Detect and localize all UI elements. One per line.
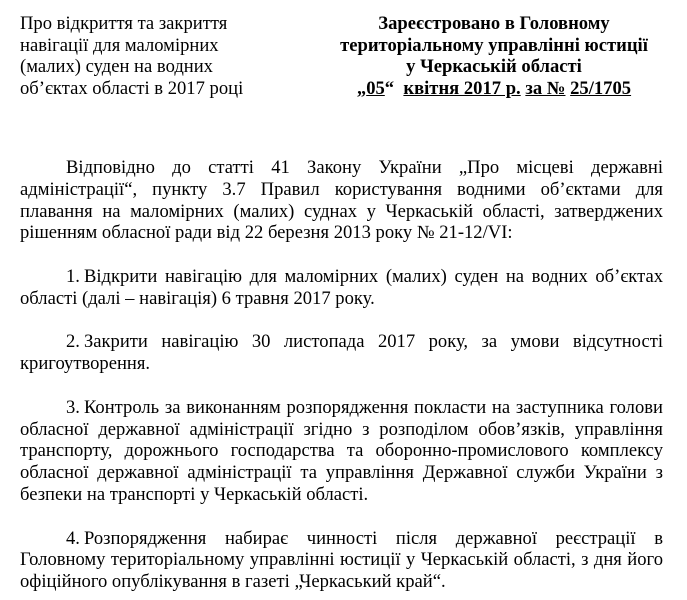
item-text: Відкрити навігацію для маломірних (малих) суден на водних об’єктах області (далі – навігація) 6 травня 2017 року. [20,265,663,309]
subject-line: навігації для маломірних [20,34,219,56]
list-item [20,266,663,310]
registration-day: 05 [366,77,385,99]
item-number: 1. [66,265,80,287]
subject-line: (малих) суден на водних [20,56,213,77]
item-number: 3. [66,396,80,418]
quote-close: “ [384,77,395,99]
document-body [20,157,663,593]
list-item [20,397,663,506]
subject-line: Про відкриття та закриття [20,13,228,34]
registration-month-year: квітня 2017 р. [403,77,521,99]
document-subject [20,13,280,99]
item-text: Контроль за виконанням розпорядження покласти на заступника голови обласної державної адміністрації згідно з розподілом обов’язків, управління транспорту, дорожнього господарства та оборонно-промислового комплексу обласної державної адміністрації та управління Державної служби України з безпеки на транспорті у Черкаській області. [20,396,663,505]
quote-open: „ [356,77,367,99]
registration-number-prefix: за № [525,77,566,99]
item-text: Розпорядження набирає чинності після державної реєстрації в Головному територіальному управлінні юстиції у Черкаській області, з дня його офіційного опублікування в газеті „Черкаський край“. [20,527,663,593]
registration-line: територіальному управлінні юстиції [340,34,648,56]
item-number: 2. [66,331,80,353]
intro-paragraph: Відповідно до статті 41 Закону України „Про місцеві державні адміністрації“, пункту 3.7 Правил користування водними об’єктами для плавання на маломірних (малих) суднах у Черкаській області, затверджених рішенням обласної ради від 22 березня 2013 року № 21-12/VI: [20,157,663,244]
registration-line: у Черкаській області [406,56,582,77]
registration-date-number [318,78,670,100]
list-item [20,528,663,593]
item-number: 4. [66,527,80,549]
list-item [20,331,663,375]
subject-line: об’єктах області в 2017 році [20,77,244,99]
registration-line: Зареєстровано в Головному [378,13,610,34]
registration-number: 25/1705 [570,77,632,99]
registration-stamp [318,13,670,99]
item-text: Закрити навігацію 30 листопада 2017 року, за умови відсутності кригоутворення. [20,331,663,375]
